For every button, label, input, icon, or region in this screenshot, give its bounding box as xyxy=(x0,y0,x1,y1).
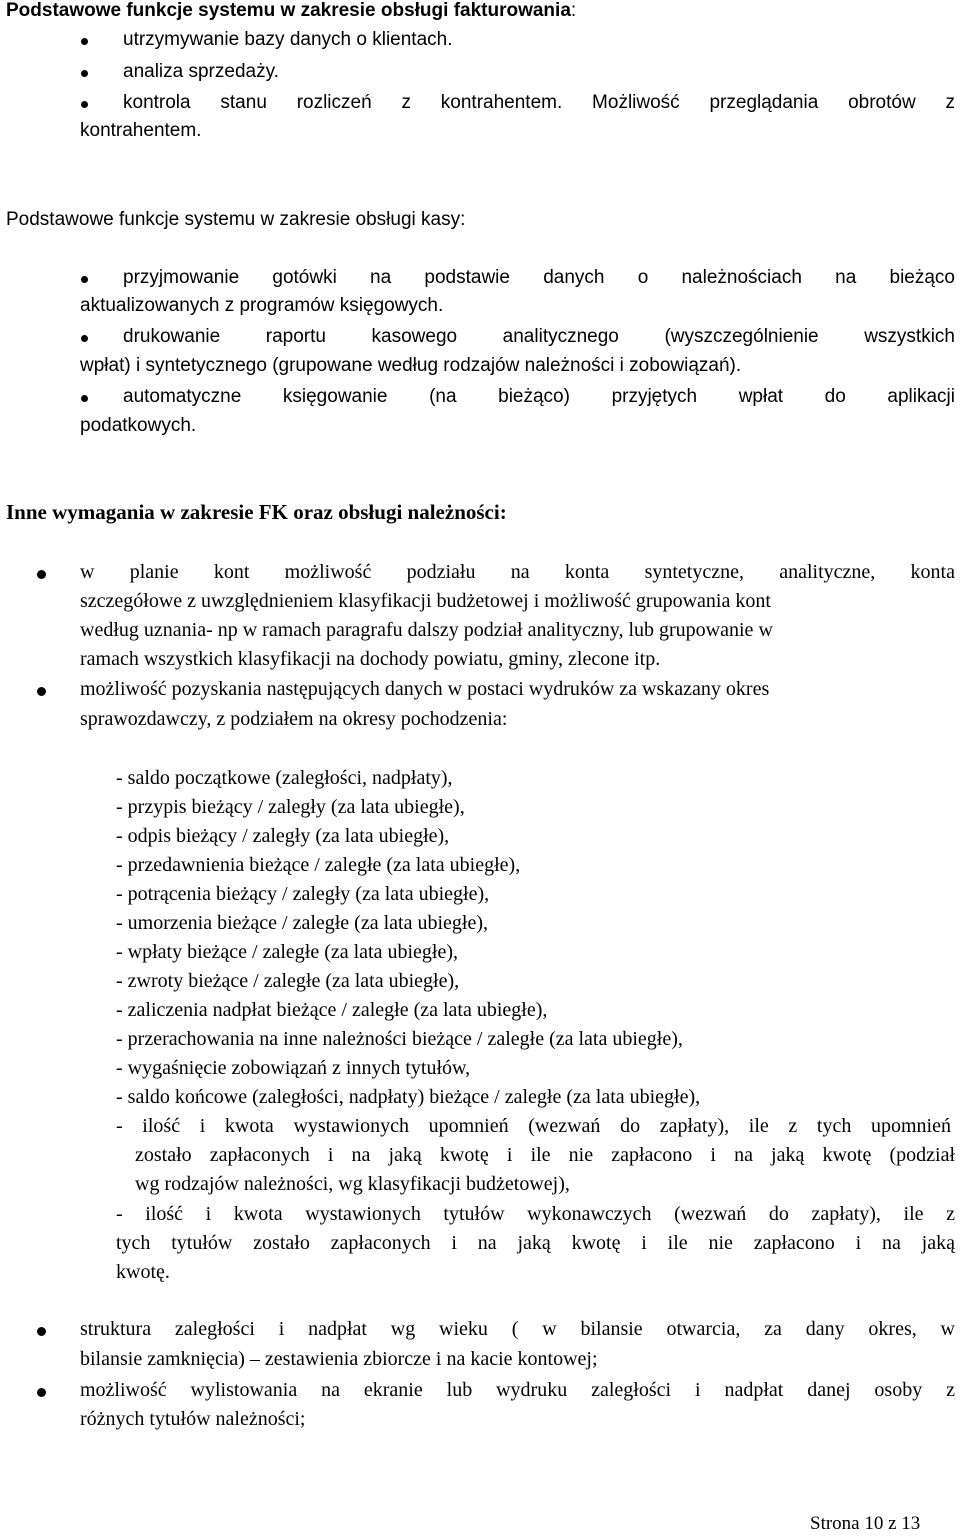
dash-item: - saldo początkowe (zaległości, nadpłaty), xyxy=(116,767,453,789)
dash-item: - przedawnienia bieżące / zaległe (za lata ubiegłe), xyxy=(116,854,521,876)
list-item-continuation: ramach wszystkich klasyfikacji na dochody powiatu, gminy, zlecone itp. xyxy=(80,648,661,670)
dash-item: - odpis bieżący / zaległy (za lata ubiegłe), xyxy=(116,825,450,847)
bullet-icon xyxy=(81,101,88,108)
dash-item: - wygaśnięcie zobowiązań z innych tytułów, xyxy=(116,1057,471,1079)
list-item: w planie kont możliwość podziału na konta syntetyczne, analityczne, konta xyxy=(80,561,955,583)
page-number: Strona 10 z 13 xyxy=(810,1513,921,1534)
list-item: utrzymywanie bazy danych o klientach. xyxy=(123,29,453,50)
list-item: automatyczne księgowanie (na bieżąco) przyjętych wpłat do aplikacji xyxy=(123,386,955,407)
bullet-icon xyxy=(81,38,88,45)
list-item-continuation: podatkowych. xyxy=(80,415,197,436)
dash-item: - umorzenia bieżące / zaległe (za lata ubiegłe), xyxy=(116,912,488,934)
list-item-continuation: według uznania- np w ramach paragrafu dalszy podział analityczny, lub grupowanie w xyxy=(80,619,773,641)
dash-item-continuation: kwotę. xyxy=(116,1261,170,1283)
list-item: analiza sprzedaży. xyxy=(123,61,279,82)
list-item: możliwość pozyskania następujących danych w postaci wydruków za wskazany okres xyxy=(80,678,770,700)
dash-item: - zaliczenia nadpłat bieżące / zaległe (za lata ubiegłe), xyxy=(116,999,548,1021)
list-item-continuation: kontrahentem. xyxy=(80,120,202,141)
bullet-icon xyxy=(37,570,46,579)
list-item-continuation: różnych tytułów należności; xyxy=(80,1408,306,1430)
section1-heading xyxy=(6,0,576,22)
list-item-continuation: sprawozdawczy, z podziałem na okresy pochodzenia: xyxy=(80,708,508,730)
dash-item-continuation: wg rodzajów należności, wg klasyfikacji budżetowej), xyxy=(135,1173,570,1195)
bullet-icon xyxy=(37,1327,46,1336)
dash-item: - saldo końcowe (zaległości, nadpłaty) bieżące / zaległe (za lata ubiegłe), xyxy=(116,1086,701,1108)
dash-item: - zwroty bieżące / zaległe (za lata ubiegłe), xyxy=(116,970,460,992)
list-item: możliwość wylistowania na ekranie lub wydruku zaległości i nadpłat danej osoby z xyxy=(80,1379,955,1401)
bullet-icon xyxy=(81,276,88,283)
dash-item: - przypis bieżący / zaległy (za lata ubiegłe), xyxy=(116,796,465,818)
list-item-continuation: aktualizowanych z programów księgowych. xyxy=(80,295,444,316)
bullet-icon xyxy=(37,1388,46,1397)
dash-item: - przerachowania na inne należności bieżące / zaległe (za lata ubiegłe), xyxy=(116,1028,683,1050)
dash-item: - wpłaty bieżące / zaległe (za lata ubiegłe), xyxy=(116,941,459,963)
section2-heading: Podstawowe funkcje systemu w zakresie obsługi kasy: xyxy=(6,209,466,230)
section1-heading-text: Podstawowe funkcje systemu w zakresie obsługi fakturowania xyxy=(6,0,571,21)
bullet-icon xyxy=(81,70,88,77)
section1-heading-colon: : xyxy=(570,0,577,21)
dash-item-continuation: zostało zapłaconych i na jaką kwotę i ile nie zapłacono i na jaką kwotę (podział xyxy=(135,1144,955,1166)
list-item-continuation: bilansie zamknięcia) – zestawienia zbiorcze i na kacie kontowej; xyxy=(80,1348,598,1370)
list-item-continuation: wpłat) i syntetycznego (grupowane według rodzajów należności i zobowiązań). xyxy=(80,355,742,376)
bullet-icon xyxy=(37,687,46,696)
section3-heading: Inne wymagania w zakresie FK oraz obsługi należności: xyxy=(6,500,507,524)
dash-item: - ilość i kwota wystawionych tytułów wykonawczych (wezwań do zapłaty), ile z xyxy=(116,1203,955,1225)
dash-item: - potrącenia bieżący / zaległy (za lata ubiegłe), xyxy=(116,883,490,905)
list-item: kontrola stanu rozliczeń z kontrahentem. Możliwość przeglądania obrotów z xyxy=(123,92,955,113)
bullet-icon xyxy=(81,335,88,342)
list-item: struktura zaległości i nadpłat wg wieku ( w bilansie otwarcia, za dany okres, w xyxy=(80,1318,955,1340)
dash-item-continuation: tych tytułów zostało zapłaconych i na jaką kwotę i ile nie zapłacono i na jaką xyxy=(116,1232,955,1254)
bullet-icon xyxy=(81,395,88,402)
list-item-continuation: szczegółowe z uwzględnieniem klasyfikacji budżetowej i możliwość grupowania kont xyxy=(80,590,771,612)
list-item: przyjmowanie gotówki na podstawie danych o należnościach na bieżąco xyxy=(123,267,955,288)
dash-item: - ilość i kwota wystawionych upomnień (wezwań do zapłaty), ile z tych upomnień xyxy=(116,1115,951,1137)
list-item: drukowanie raportu kasowego analitycznego (wyszczególnienie wszystkich xyxy=(123,326,955,347)
